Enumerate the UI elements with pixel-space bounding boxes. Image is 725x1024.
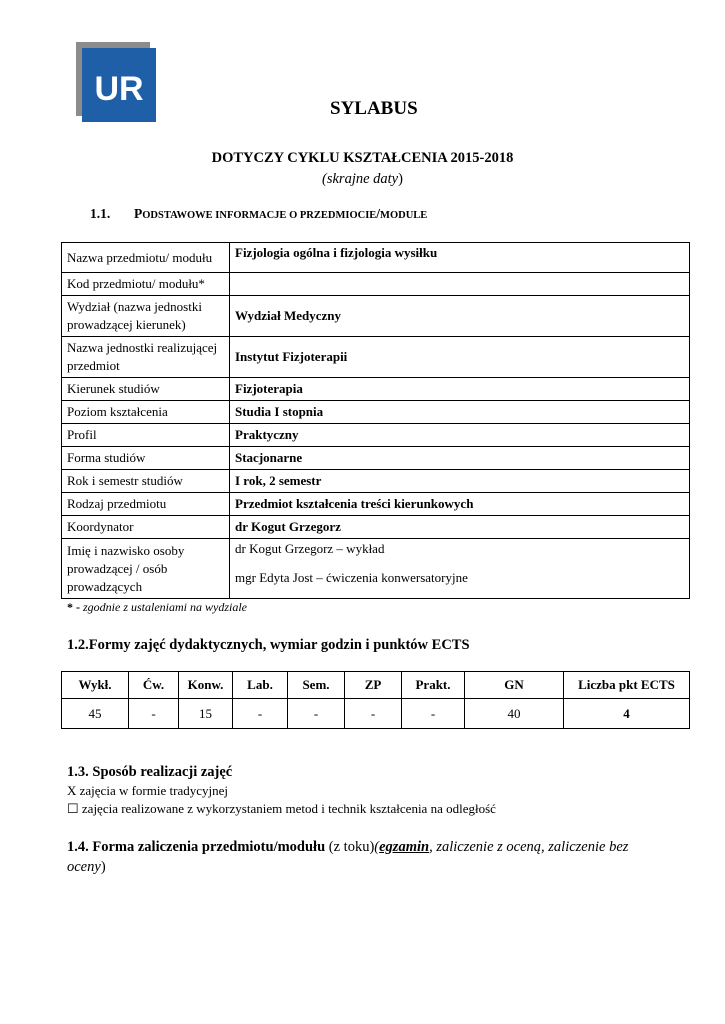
header-cell: Lab. (233, 672, 288, 699)
table-row (62, 470, 690, 493)
course-info-table (61, 242, 690, 599)
header-cell: ZP (345, 672, 402, 699)
row-label: Nazwa jednostki realizującej przedmiot (62, 337, 230, 378)
assessment-options: , zaliczenie z oceną, zaliczenie bez oceny (67, 839, 629, 875)
table-row (62, 424, 690, 447)
table-row (62, 493, 690, 516)
logo-text: UR (94, 70, 144, 108)
row-label: Kierunek studiów (62, 378, 230, 401)
value-cell: - (402, 699, 465, 729)
value-cell: - (233, 699, 288, 729)
assessment-exam: egzamin (379, 839, 430, 855)
header-cell: Liczba pkt ECTS (564, 672, 690, 699)
row-value: Przedmiot kształcenia treści kierunkowych (230, 493, 690, 516)
value-cell: - (288, 699, 345, 729)
header-cell: Sem. (288, 672, 345, 699)
row-label: Forma studiów (62, 447, 230, 470)
heading-slash: / (376, 206, 381, 221)
cycle-note-close: ) (398, 171, 403, 187)
value-cell: 45 (62, 699, 129, 729)
table-row (62, 378, 690, 401)
row-value: Wydział Medyczny (230, 296, 690, 337)
section-1-2-heading: 1.2.Formy zajęć dydaktycznych, wymiar godzin i punktów ECTS (67, 637, 470, 653)
table-header-row (62, 672, 690, 699)
row-label: Wydział (nazwa jednostki prowadzącej kierunek) (62, 296, 230, 337)
row-label: Koordynator (62, 516, 230, 539)
section-1-1-heading (90, 206, 427, 222)
row-label: Kod przedmiotu/ modułu* (62, 273, 230, 296)
assessment-mode: (z toku) (325, 839, 375, 855)
header-cell: Ćw. (129, 672, 179, 699)
table-row (62, 699, 690, 729)
row-value: Studia I stopnia (230, 401, 690, 424)
row-label: Nazwa przedmiotu/ modułu (62, 243, 230, 273)
row-label: Imię i nazwisko osoby prowadzącej / osób prowadzących (62, 539, 230, 599)
delivery-option-remote: ☐ zajęcia realizowane z wykorzystaniem metod i technik kształcenia na odległość (67, 801, 496, 816)
footnote-star: * - (67, 600, 80, 614)
table-row (62, 273, 690, 296)
document-title: SYLABUS (330, 98, 418, 119)
header-cell: Konw. (179, 672, 233, 699)
row-value: Instytut Fizjoterapii (230, 337, 690, 378)
table-row (62, 296, 690, 337)
section-number: 1.1. (90, 206, 111, 221)
row-value: dr Kogut Grzegorz (230, 516, 690, 539)
teacher-line-2: mgr Edyta Jost – ćwiczenia konwersatoryjne (235, 570, 468, 585)
ects-table (61, 671, 690, 729)
paren-open: ( (374, 839, 380, 855)
heading-smallcaps-1: ODSTAWOWE INFORMACJE O PRZEDMIOCIE (142, 210, 377, 221)
row-value: I rok, 2 semestr (230, 470, 690, 493)
row-value: Fizjologia ogólna i fizjologia wysiłku (230, 243, 690, 273)
teacher-line-1: dr Kogut Grzegorz – wykład (235, 541, 385, 556)
cycle-note-italic: (skrajne daty (322, 171, 399, 187)
value-cell: 40 (465, 699, 564, 729)
row-value: Praktyczny (230, 424, 690, 447)
table-row (62, 243, 690, 273)
row-label: Rok i semestr studiów (62, 470, 230, 493)
row-label: Profil (62, 424, 230, 447)
footnote-text: zgodnie z ustaleniami na wydziale (80, 600, 247, 614)
row-value (230, 273, 690, 296)
cycle-dates-note (0, 171, 725, 188)
delivery-option-traditional: X zajęcia w formie tradycyjnej (67, 783, 228, 798)
row-label: Rodzaj przedmiotu (62, 493, 230, 516)
row-label: Poziom kształcenia (62, 401, 230, 424)
table-row (62, 516, 690, 539)
section-1-4-title: 1.4. Forma zaliczenia przedmiotu/modułu (67, 839, 326, 855)
table-row-teachers (62, 539, 690, 599)
value-cell: - (345, 699, 402, 729)
value-cell: 15 (179, 699, 233, 729)
cycle-heading: DOTYCZY CYKLU KSZTAŁCENIA 2015-2018 (211, 150, 514, 166)
value-cell: 4 (564, 699, 690, 729)
teachers-value (230, 539, 690, 599)
value-cell: - (129, 699, 179, 729)
section-1-3-heading: 1.3. Sposób realizacji zajęć (67, 764, 233, 780)
heading-initial: P (134, 206, 143, 221)
header-cell: Wykł. (62, 672, 129, 699)
table-row (62, 401, 690, 424)
paren-close: ) (100, 859, 106, 875)
heading-smallcaps-2: MODULE (380, 210, 428, 221)
row-value: Stacjonarne (230, 447, 690, 470)
table-row (62, 337, 690, 378)
section-1-4-heading (67, 837, 667, 877)
footnote (67, 600, 247, 615)
header-cell: GN (465, 672, 564, 699)
table-row (62, 447, 690, 470)
university-logo (76, 42, 158, 124)
header-cell: Prakt. (402, 672, 465, 699)
row-value: Fizjoterapia (230, 378, 690, 401)
